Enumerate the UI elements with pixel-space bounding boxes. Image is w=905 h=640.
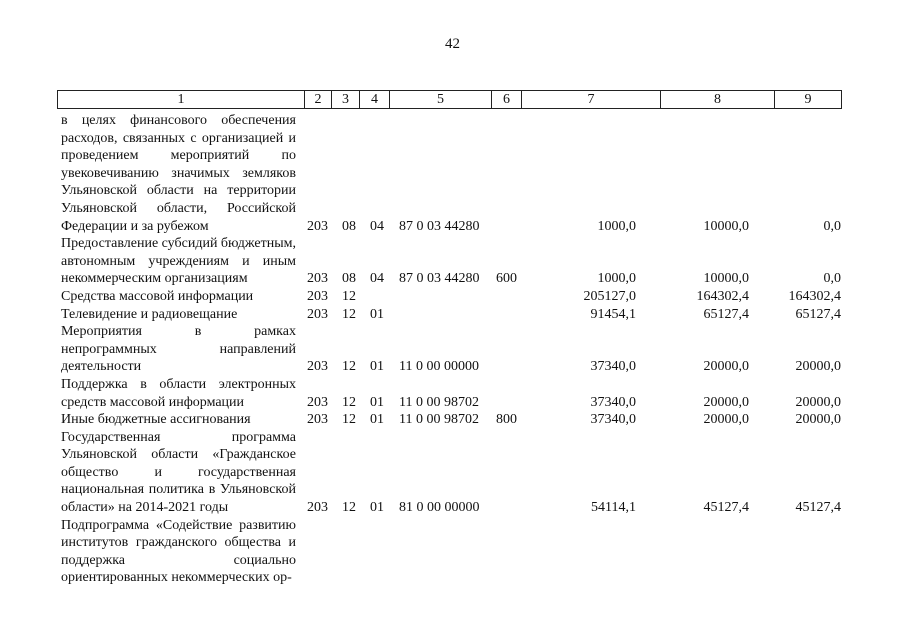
- row-code-expense-type: 800: [496, 412, 517, 428]
- row-description: Поддержка в области электронных средств массовой информации: [61, 376, 296, 410]
- row-code-subsection: 04: [370, 218, 384, 234]
- row-code-subsection: 01: [370, 394, 384, 410]
- row-code-admin: 203: [307, 271, 328, 287]
- row-amount-col7: 1000,0: [597, 218, 636, 234]
- row-code-admin: 203: [307, 359, 328, 375]
- table-body: [0, 112, 905, 587]
- row-code-admin: 203: [307, 218, 328, 234]
- table-row: [0, 323, 905, 376]
- row-amount-col8: 164302,4: [696, 288, 749, 304]
- row-code-section: 12: [342, 394, 356, 410]
- header-col-7: 7: [522, 91, 661, 108]
- row-code-target: 87 0 03 44280: [399, 218, 480, 234]
- table-row: [0, 288, 905, 306]
- row-amount-col9: 20000,0: [795, 359, 841, 375]
- row-code-section: 12: [342, 306, 356, 322]
- row-code-target: 11 0 00 98702: [399, 412, 479, 428]
- row-amount-col9: 20000,0: [795, 394, 841, 410]
- row-amount-col7: 205127,0: [583, 288, 636, 304]
- row-amount-col7: 54114,1: [591, 500, 636, 516]
- table-row: [0, 411, 905, 429]
- row-code-section: 08: [342, 218, 356, 234]
- row-code-admin: 203: [307, 394, 328, 410]
- table-header: [57, 90, 842, 109]
- row-description: Подпрограмма «Содействие развитию институтов гражданского общества и поддержка социально ориентированных некоммерческих ор-: [61, 517, 296, 586]
- header-col-3: 3: [332, 91, 360, 108]
- row-amount-col8: 65127,4: [703, 306, 749, 322]
- row-code-section: 12: [342, 500, 356, 516]
- row-amount-col7: 37340,0: [590, 394, 636, 410]
- table-row: [0, 517, 905, 587]
- row-description: Иные бюджетные ассигнования: [61, 412, 251, 428]
- table-row: [0, 429, 905, 517]
- page-number: 42: [445, 36, 460, 52]
- row-amount-col7: 37340,0: [590, 412, 636, 428]
- row-amount-col7: 91454,1: [590, 306, 636, 322]
- row-description: Мероприятия в рамках непрограммных направлений деятельности: [61, 324, 296, 375]
- row-amount-col8: 20000,0: [703, 412, 749, 428]
- row-code-admin: 203: [307, 412, 328, 428]
- row-description: Средства массовой информации: [61, 288, 254, 304]
- row-amount-col8: 20000,0: [703, 394, 749, 410]
- row-code-expense-type: 600: [496, 271, 517, 287]
- row-code-section: 12: [342, 412, 356, 428]
- row-code-target: 11 0 00 98702: [399, 394, 479, 410]
- row-code-target: 11 0 00 00000: [399, 359, 479, 375]
- row-code-section: 12: [342, 288, 356, 304]
- row-amount-col8: 20000,0: [703, 359, 749, 375]
- header-col-9: 9: [804, 91, 812, 107]
- header-col-1: 1: [58, 91, 305, 108]
- header-col-4: 4: [360, 91, 390, 108]
- row-code-section: 12: [342, 359, 356, 375]
- row-description: в целях финансового обеспечения расходов, связанных с организацией и проведением мероприятий по увековечиванию значимых земляков Ульяновской области на территории Ульяновской области, Российской Федерации и за рубежом: [61, 113, 296, 234]
- row-amount-col7: 37340,0: [590, 359, 636, 375]
- row-code-subsection: 01: [370, 500, 384, 516]
- header-col-2: 2: [305, 91, 332, 108]
- row-description: Телевидение и радиовещание: [61, 306, 238, 322]
- row-amount-col9: 65127,4: [795, 306, 841, 322]
- row-code-target: 87 0 03 44280: [399, 271, 480, 287]
- row-code-subsection: 01: [370, 359, 384, 375]
- table-row: [0, 376, 905, 411]
- row-amount-col8: 10000,0: [703, 218, 749, 234]
- header-col-5: 5: [390, 91, 492, 108]
- row-code-section: 08: [342, 271, 356, 287]
- row-amount-col9: 45127,4: [795, 500, 841, 516]
- row-amount-col7: 1000,0: [597, 271, 636, 287]
- row-description: Государственная программа Ульяновской области «Гражданское общество и государственная национальная политика в Ульяновской области» на 2014-2021 годы: [61, 429, 296, 516]
- row-code-admin: 203: [307, 500, 328, 516]
- row-code-target: 81 0 00 00000: [399, 500, 480, 516]
- row-amount-col8: 10000,0: [703, 271, 749, 287]
- row-code-subsection: 01: [370, 306, 384, 322]
- header-col-6: 6: [492, 91, 522, 108]
- row-code-subsection: 01: [370, 412, 384, 428]
- row-amount-col9: 0,0: [823, 271, 841, 287]
- table-row: [0, 112, 905, 235]
- table-row: [0, 306, 905, 324]
- row-code-admin: 203: [307, 288, 328, 304]
- row-amount-col9: 0,0: [823, 218, 841, 234]
- row-code-admin: 203: [307, 306, 328, 322]
- row-amount-col9: 20000,0: [795, 412, 841, 428]
- row-amount-col8: 45127,4: [703, 500, 749, 516]
- header-col-8: 8: [661, 91, 775, 108]
- table-row: [0, 235, 905, 288]
- row-amount-col9: 164302,4: [788, 288, 841, 304]
- row-description: Предоставление субсидий бюджетным, автономным учреждениям и иным некоммерческим организациям: [61, 236, 297, 287]
- row-code-subsection: 04: [370, 271, 384, 287]
